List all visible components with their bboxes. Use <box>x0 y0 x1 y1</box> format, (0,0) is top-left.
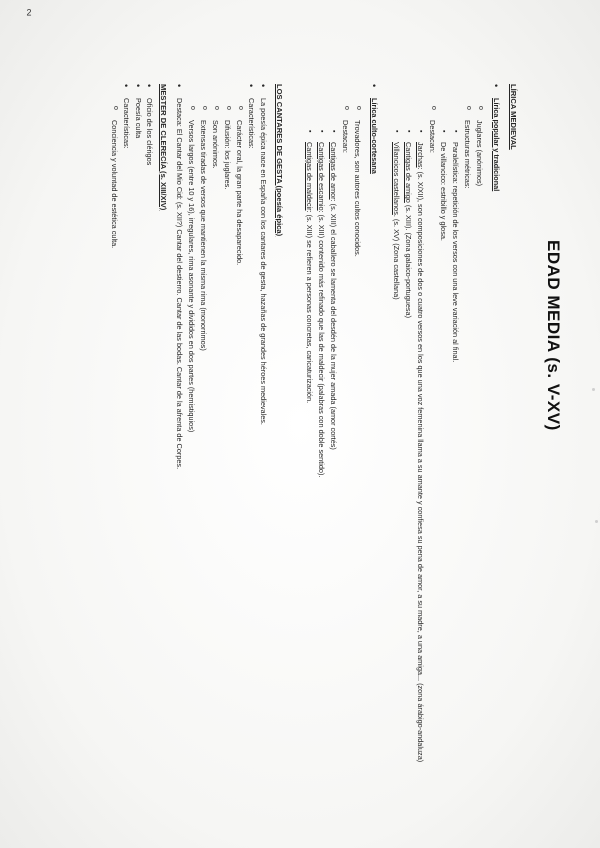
section-heading-clerecia: MESTER DE CLERECÍA (s. XIII/XIV) <box>159 84 169 211</box>
list-item <box>221 84 232 824</box>
list-item <box>185 84 196 824</box>
list-text: Difusión: los juglares. <box>222 120 232 190</box>
list-item <box>327 84 338 824</box>
list-item <box>461 84 472 824</box>
list-text: Destaca: El Cantar del Mio Cid: (s. XII?) Cantar del destierro. Cantar de las bodas. Cantar de la afrenta de Corpes. <box>175 98 185 470</box>
cantigas-amor-text: : (s. XIII) el caballero se lamenta del desdén de la mujer amada (amor cortés) <box>329 199 339 450</box>
section-heading-lirica: LÍRICA MEDIEVAL <box>509 84 518 150</box>
list-item <box>473 84 484 824</box>
list-text: Paralelística: repetición de los versos con una leve variación al final. <box>451 142 461 363</box>
list-item <box>144 84 155 824</box>
section-heading-gesta: LOS CANTARES DE GESTA (poesía épica) <box>275 84 285 237</box>
cantigas-escarnio-term: Cantigas de escarnio <box>317 142 327 211</box>
list-text: Extensas tiradas de versos que mantienen la misma rima (monorrimos) <box>199 120 209 351</box>
list-item <box>414 84 425 824</box>
list-text: Juglares (anónimos) <box>475 120 485 187</box>
villancicos-text: . (s. XV) (Zona castellana) <box>391 214 401 300</box>
list-item <box>120 84 131 824</box>
page-title: EDAD MEDIA (s. V-XV) <box>544 240 563 431</box>
list-item <box>173 84 184 824</box>
list-text: Carácter oral, la gran parte ha desaparecido. <box>234 120 244 266</box>
list-item <box>209 84 220 824</box>
list-text: Trovadores, son autores cultos conocidos. <box>353 120 363 257</box>
list-item <box>438 84 449 824</box>
list-text: Son anónimos. <box>210 120 220 169</box>
popular-label: Lírica popular y tradicional <box>492 98 502 192</box>
jarchas-text: : (s. X/XII), son composiciones de dos o cuatro versos en los que una voz femenina llama a su amante y confiesa su pena de amor, a su madre, a una amiga... (zona árabigo-andaluza) <box>415 167 425 763</box>
list-item <box>257 84 268 824</box>
list-item <box>368 84 379 824</box>
list-text: Características: <box>121 98 131 149</box>
list-text: Destacan: <box>427 120 437 153</box>
list-text: Destacan: <box>341 120 351 153</box>
lirica-list <box>304 84 502 824</box>
list-item <box>132 84 143 824</box>
cantigas-amigo-term: Cantigas de amigo <box>403 142 413 203</box>
document-body <box>107 84 518 824</box>
list-item <box>245 84 256 824</box>
list-item <box>233 84 244 824</box>
list-item <box>426 84 437 824</box>
cantigas-amigo-text: (s. XIII). (Zona galaico-portuguesa) <box>403 202 413 319</box>
list-item <box>402 84 413 824</box>
list-item <box>108 84 119 824</box>
list-text: Oficio de los clérigos <box>145 98 155 166</box>
list-text: De villancico: estribillo y glosa. <box>439 142 449 241</box>
list-text: Características: <box>246 98 256 149</box>
list-text: Poesía culta <box>133 98 143 139</box>
clerecia-list <box>108 84 155 824</box>
list-text: Conciencia y voluntad de estética culta. <box>109 120 119 249</box>
gesta-list <box>173 84 267 824</box>
list-item <box>490 84 501 824</box>
cantigas-escarnio-text: : (s. XIII) contenido más refinado que las de maldecir (palabras con doble sentido). <box>317 210 327 478</box>
list-text: Versos largos (entre 10 y 16), irregulares, rima asonante y divididos en dos partes (hemistiquios) <box>187 120 197 433</box>
page-number: 2 <box>26 7 32 18</box>
cantigas-maldecir-term: Cantigas de maldecir <box>305 142 315 211</box>
list-item <box>315 84 326 824</box>
list-item <box>339 84 350 824</box>
cantigas-maldecir-text: : (s. XIII) se refieren a personas concretas, caricaturización. <box>305 210 315 404</box>
villancicos-term: Villancicos castellanos <box>391 142 401 215</box>
culto-label: Lírica culto-cortesana <box>369 98 379 174</box>
list-text: Estructuras métricas: <box>463 120 473 189</box>
list-item <box>449 84 460 824</box>
cantigas-amor-term: Cantigas de amor <box>329 142 339 200</box>
jarchas-term: Jarchas <box>415 142 425 168</box>
list-text: La poesía épica nace en España con los cantares de gesta, hazañas de grandes héroes medievales. <box>258 98 268 425</box>
list-item <box>390 84 401 824</box>
list-item <box>197 84 208 824</box>
list-item <box>351 84 362 824</box>
list-item <box>304 84 315 824</box>
